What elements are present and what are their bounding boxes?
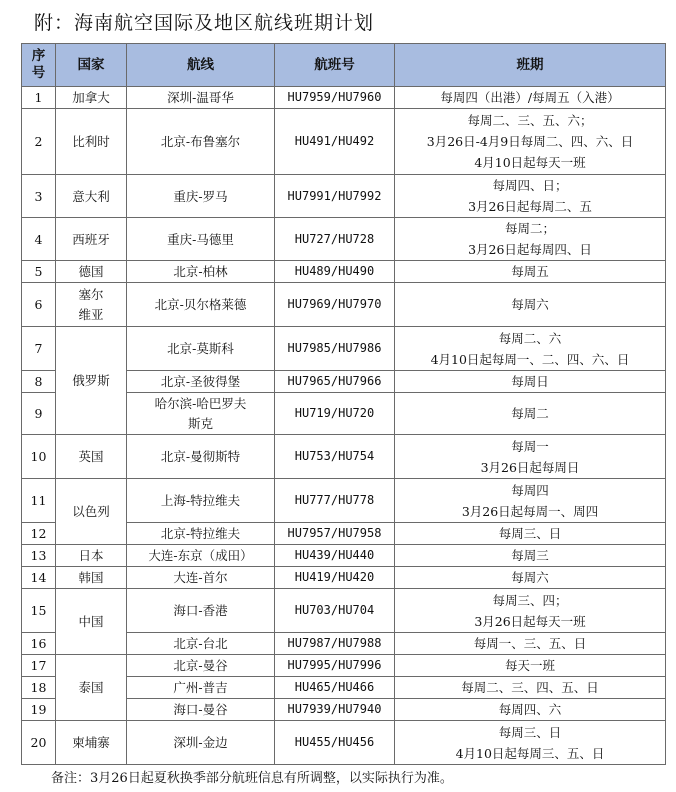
country-name: 柬埔寨 bbox=[72, 735, 110, 750]
route-cell bbox=[127, 699, 275, 721]
schedule-cell bbox=[395, 589, 666, 633]
schedule-line: 每周二 bbox=[511, 406, 549, 421]
schedule-cell bbox=[395, 633, 666, 655]
route-name: 上海-特拉维夫 bbox=[160, 493, 241, 508]
table-body bbox=[22, 87, 666, 765]
header-country: 国家 bbox=[56, 44, 127, 87]
row-number: 12 bbox=[22, 523, 56, 545]
country-name: 俄罗斯 bbox=[72, 373, 110, 388]
schedule-line: 每周三、日 bbox=[498, 526, 562, 541]
row-number: 20 bbox=[22, 721, 56, 765]
flight-number: HU719/HU720 bbox=[275, 393, 395, 435]
flight-number: HU7957/HU7958 bbox=[275, 523, 395, 545]
country-name: 加拿大 bbox=[72, 90, 110, 105]
schedule-cell bbox=[395, 523, 666, 545]
country-name: 西班牙 bbox=[72, 231, 110, 247]
country-name: 泰国 bbox=[78, 680, 104, 695]
schedule-cell bbox=[395, 175, 666, 218]
schedule-line: 4月10日起每周一、二、四、六、日 bbox=[430, 351, 630, 367]
route-name: 北京-布鲁塞尔 bbox=[160, 134, 241, 149]
route-cell bbox=[127, 545, 275, 567]
schedule-line: 3月26日起每周日 bbox=[480, 459, 580, 475]
schedule-line: 每天一班 bbox=[504, 658, 555, 673]
country-cell bbox=[56, 283, 127, 327]
schedule-line: 3月26日起每天一班 bbox=[474, 613, 586, 629]
schedule-line: 每周二； bbox=[504, 221, 555, 236]
flight-number: HU439/HU440 bbox=[275, 545, 395, 567]
schedule-cell bbox=[395, 218, 666, 261]
country-cell bbox=[56, 721, 127, 765]
route-name: 深圳-金边 bbox=[173, 735, 228, 750]
flight-number: HU489/HU490 bbox=[275, 261, 395, 283]
country-name: 英国 bbox=[78, 449, 104, 464]
flight-number: HU7991/HU7992 bbox=[275, 175, 395, 218]
route-cell bbox=[127, 393, 275, 435]
route-cell bbox=[127, 87, 275, 109]
row-number: 7 bbox=[22, 327, 56, 371]
route-name: 北京-曼彻斯特 bbox=[160, 449, 241, 464]
row-number: 6 bbox=[22, 283, 56, 327]
schedule-cell bbox=[395, 721, 666, 765]
schedule-cell bbox=[395, 109, 666, 175]
route-cell bbox=[127, 567, 275, 589]
route-name: 北京-柏林 bbox=[173, 264, 228, 279]
schedule-cell bbox=[395, 699, 666, 721]
country-name: 塞尔维亚 bbox=[78, 286, 104, 322]
route-name: 广州-普吉 bbox=[173, 680, 228, 695]
row-number: 17 bbox=[22, 655, 56, 677]
route-cell bbox=[127, 218, 275, 261]
schedule-line: 3月26日起每周一、周四 bbox=[461, 503, 599, 519]
route-name: 大连-首尔 bbox=[173, 570, 228, 585]
schedule-line: 每周二、三、四、五、日 bbox=[461, 680, 599, 695]
header-no bbox=[22, 44, 56, 87]
route-cell bbox=[127, 109, 275, 175]
country-name: 日本 bbox=[78, 548, 104, 563]
row-number: 19 bbox=[22, 699, 56, 721]
table-row bbox=[22, 327, 666, 371]
row-number: 16 bbox=[22, 633, 56, 655]
row-number: 3 bbox=[22, 175, 56, 218]
schedule-line: 4月10日起每天一班 bbox=[474, 155, 586, 170]
header-row bbox=[22, 44, 666, 87]
flight-number: HU703/HU704 bbox=[275, 589, 395, 633]
country-name: 中国 bbox=[78, 614, 104, 629]
table-row bbox=[22, 567, 666, 589]
route-name: 北京-莫斯科 bbox=[167, 341, 234, 356]
schedule-cell bbox=[395, 655, 666, 677]
country-name: 意大利 bbox=[72, 188, 110, 204]
schedule-cell bbox=[395, 567, 666, 589]
schedule-line: 每周一 bbox=[511, 438, 549, 454]
route-cell bbox=[127, 175, 275, 218]
row-number: 10 bbox=[22, 435, 56, 479]
country-cell bbox=[56, 218, 127, 261]
route-cell bbox=[127, 371, 275, 393]
row-number: 9 bbox=[22, 393, 56, 435]
schedule-line: 每周二、六 bbox=[498, 330, 562, 346]
flight-number: HU777/HU778 bbox=[275, 479, 395, 523]
table-row bbox=[22, 283, 666, 327]
schedule-line: 每周四、日； bbox=[492, 178, 568, 193]
country-cell bbox=[56, 87, 127, 109]
flight-number: HU7965/HU7966 bbox=[275, 371, 395, 393]
route-cell bbox=[127, 283, 275, 327]
country-cell bbox=[56, 327, 127, 435]
schedule-line: 每周六 bbox=[511, 570, 549, 585]
flight-number: HU419/HU420 bbox=[275, 567, 395, 589]
flight-number: HU455/HU456 bbox=[275, 721, 395, 765]
schedule-line: 3月26日起每周四、日 bbox=[468, 242, 592, 257]
row-number: 8 bbox=[22, 371, 56, 393]
route-name: 重庆-罗马 bbox=[173, 188, 228, 204]
route-cell bbox=[127, 655, 275, 677]
schedule-line: 3月26日起每周二、五 bbox=[468, 199, 592, 214]
country-name: 以色列 bbox=[72, 504, 110, 519]
schedule-cell bbox=[395, 479, 666, 523]
flight-number: HU727/HU728 bbox=[275, 218, 395, 261]
table-row bbox=[22, 721, 666, 765]
row-number: 2 bbox=[22, 109, 56, 175]
row-number: 5 bbox=[22, 261, 56, 283]
table-row bbox=[22, 589, 666, 633]
route-cell bbox=[127, 435, 275, 479]
route-cell bbox=[127, 589, 275, 633]
header-no-line-2: 号 bbox=[31, 65, 46, 81]
schedule-cell bbox=[395, 677, 666, 699]
route-cell bbox=[127, 523, 275, 545]
route-name: 北京-特拉维夫 bbox=[160, 526, 241, 541]
table-row bbox=[22, 655, 666, 677]
row-number: 1 bbox=[22, 87, 56, 109]
country-name: 德国 bbox=[78, 264, 104, 279]
schedule-line: 每周日 bbox=[511, 374, 549, 389]
flight-number: HU753/HU754 bbox=[275, 435, 395, 479]
footnote: 备注：3月26日起夏秋换季部分航班信息有所调整，以实际执行为准。 bbox=[51, 771, 453, 786]
schedule-cell bbox=[395, 327, 666, 371]
route-name: 北京-贝尔格莱德 bbox=[154, 297, 247, 312]
flight-number: HU7969/HU7970 bbox=[275, 283, 395, 327]
row-number: 15 bbox=[22, 589, 56, 633]
route-cell bbox=[127, 327, 275, 371]
route-name: 北京-曼谷 bbox=[173, 658, 228, 673]
header-route: 航线 bbox=[127, 44, 275, 87]
schedule-line: 每周六 bbox=[511, 297, 549, 312]
country-cell bbox=[56, 655, 127, 721]
country-cell bbox=[56, 109, 127, 175]
row-number: 18 bbox=[22, 677, 56, 699]
country-cell bbox=[56, 175, 127, 218]
route-name: 海口-香港 bbox=[173, 603, 228, 618]
row-number: 11 bbox=[22, 479, 56, 523]
schedule-line: 每周五 bbox=[511, 264, 549, 279]
route-name: 海口-曼谷 bbox=[173, 702, 228, 717]
route-cell bbox=[127, 633, 275, 655]
row-number: 13 bbox=[22, 545, 56, 567]
schedule-line: 4月10日起每周三、五、日 bbox=[455, 745, 605, 761]
schedule-cell bbox=[395, 371, 666, 393]
schedule-cell bbox=[395, 87, 666, 109]
header-flight: 航班号 bbox=[275, 44, 395, 87]
schedule-cell bbox=[395, 283, 666, 327]
country-cell bbox=[56, 479, 127, 545]
table-row bbox=[22, 109, 666, 175]
country-cell bbox=[56, 567, 127, 589]
country-name: 比利时 bbox=[72, 134, 110, 149]
table-row bbox=[22, 435, 666, 479]
schedule-line: 每周一、三、五、日 bbox=[473, 636, 587, 651]
schedule-line: 每周二、三、五、六； bbox=[467, 113, 593, 128]
table-row bbox=[22, 218, 666, 261]
flight-number: HU465/HU466 bbox=[275, 677, 395, 699]
flight-schedule-table bbox=[21, 43, 666, 765]
flight-number: HU7987/HU7988 bbox=[275, 633, 395, 655]
schedule-cell bbox=[395, 261, 666, 283]
route-name: 哈尔滨-哈巴罗夫斯克 bbox=[154, 395, 247, 431]
row-number: 4 bbox=[22, 218, 56, 261]
route-name: 重庆-马德里 bbox=[167, 231, 234, 247]
schedule-cell bbox=[395, 393, 666, 435]
country-cell bbox=[56, 589, 127, 655]
schedule-line: 每周三 bbox=[511, 548, 549, 563]
route-cell bbox=[127, 721, 275, 765]
flight-number: HU7985/HU7986 bbox=[275, 327, 395, 371]
schedule-line: 每周四 bbox=[511, 482, 549, 498]
schedule-line: 每周三、日 bbox=[498, 724, 562, 740]
country-cell bbox=[56, 545, 127, 567]
schedule-line: 每周四（出港）/每周五（入港） bbox=[440, 90, 620, 105]
table-row bbox=[22, 175, 666, 218]
route-name: 北京-圣彼得堡 bbox=[160, 374, 241, 389]
route-name: 北京-台北 bbox=[173, 636, 228, 651]
page-title: 附：海南航空国际及地区航线班期计划 bbox=[34, 12, 375, 34]
country-cell bbox=[56, 261, 127, 283]
schedule-line: 3月26日-4月9日每周二、四、六、日 bbox=[426, 134, 634, 149]
schedule-line: 每周三、四； bbox=[492, 592, 568, 608]
header-schedule: 班期 bbox=[395, 44, 666, 87]
flight-number: HU7939/HU7940 bbox=[275, 699, 395, 721]
schedule-cell bbox=[395, 435, 666, 479]
route-cell bbox=[127, 479, 275, 523]
row-number: 14 bbox=[22, 567, 56, 589]
route-name: 大连-东京（成田） bbox=[148, 548, 253, 563]
flight-number: HU7959/HU7960 bbox=[275, 87, 395, 109]
schedule-line: 每周四、六 bbox=[498, 702, 562, 717]
table-row bbox=[22, 87, 666, 109]
table-row bbox=[22, 261, 666, 283]
route-name: 深圳-温哥华 bbox=[167, 90, 234, 105]
schedule-cell bbox=[395, 545, 666, 567]
flight-number: HU7995/HU7996 bbox=[275, 655, 395, 677]
flight-number: HU491/HU492 bbox=[275, 109, 395, 175]
country-name: 韩国 bbox=[78, 570, 104, 585]
table-row bbox=[22, 479, 666, 523]
route-cell bbox=[127, 261, 275, 283]
table-row bbox=[22, 545, 666, 567]
country-cell bbox=[56, 435, 127, 479]
header-no-line-1: 序 bbox=[31, 48, 46, 64]
route-cell bbox=[127, 677, 275, 699]
